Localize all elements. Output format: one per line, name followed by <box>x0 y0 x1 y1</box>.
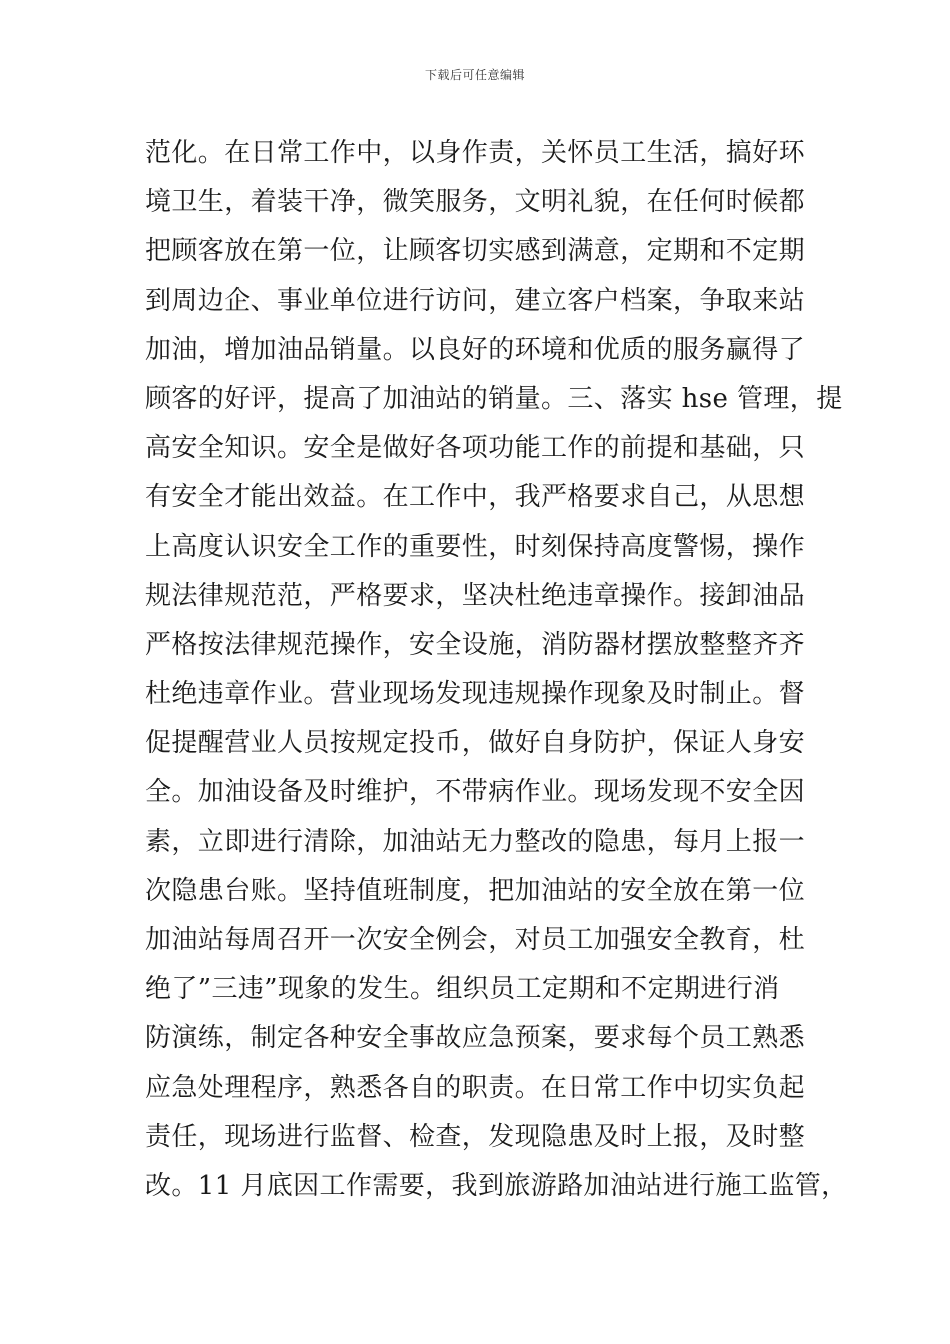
text-line: 素，立即进行清除，加油站无力整改的隐患，每月上报一 <box>145 826 806 857</box>
text-line: 次隐患台账。坚持值班制度，把加油站的安全放在第一位 <box>145 875 806 906</box>
text-line: 范化。在日常工作中，以身作责，关怀员工生活，搞好环 <box>145 138 806 168</box>
text-line: 上高度认识安全工作的重要性，时刻保持高度警惕，操作 <box>145 531 806 562</box>
text-line: 加油，增加油品销量。以良好的环境和优质的服务赢得了 <box>145 334 806 365</box>
text-line: 高安全知识。安全是做好各项功能工作的前提和基础，只 <box>145 433 806 464</box>
text-line: 杜绝违章作业。营业现场发现违规操作现象及时制止。督 <box>145 679 806 710</box>
text-line: 有安全才能出效益。在工作中，我严格要求自己，从思想 <box>145 482 806 513</box>
text-line: 严格按法律规范操作，安全设施，消防器材摆放整整齐齐 <box>145 629 806 660</box>
body-text <box>145 129 848 1211</box>
text-line: 顾客的好评，提高了加油站的销量。三、落实 hse 管理，提 <box>145 383 843 414</box>
text-line: 促提醒营业人员按规定投币，做好自身防护，保证人身安 <box>145 728 806 759</box>
text-line: 把顾客放在第一位，让顾客切实感到满意，定期和不定期 <box>145 236 806 267</box>
text-line: 加油站每周召开一次安全例会，对员工加强安全教育，杜 <box>145 925 806 955</box>
text-line: 到周边企、事业单位进行访问，建立客户档案，争取来站 <box>145 285 806 316</box>
text-line: 境卫生，着装干净，微笑服务，文明礼貌，在任何时候都 <box>145 187 806 218</box>
header-note: 下载后可任意编辑 <box>424 68 525 82</box>
text-line: 改。11 月底因工作需要，我到旅游路加油站进行施工监管， <box>145 1170 848 1201</box>
text-line: 绝了”三违”现象的发生。组织员工定期和不定期进行消 <box>145 974 780 1005</box>
text-line: 防演练，制定各种安全事故应急预案，要求每个员工熟悉 <box>145 1023 806 1054</box>
text-line: 规法律规范范，严格要求，坚决杜绝违章操作。接卸油品 <box>145 580 806 611</box>
text-line: 应急处理程序，熟悉各自的职责。在日常工作中切实负起 <box>145 1072 806 1103</box>
text-line: 全。加油设备及时维护，不带病作业。现场发现不安全因 <box>145 777 806 808</box>
text-line: 责任，现场进行监督、检查，发现隐患及时上报，及时整 <box>145 1121 806 1152</box>
